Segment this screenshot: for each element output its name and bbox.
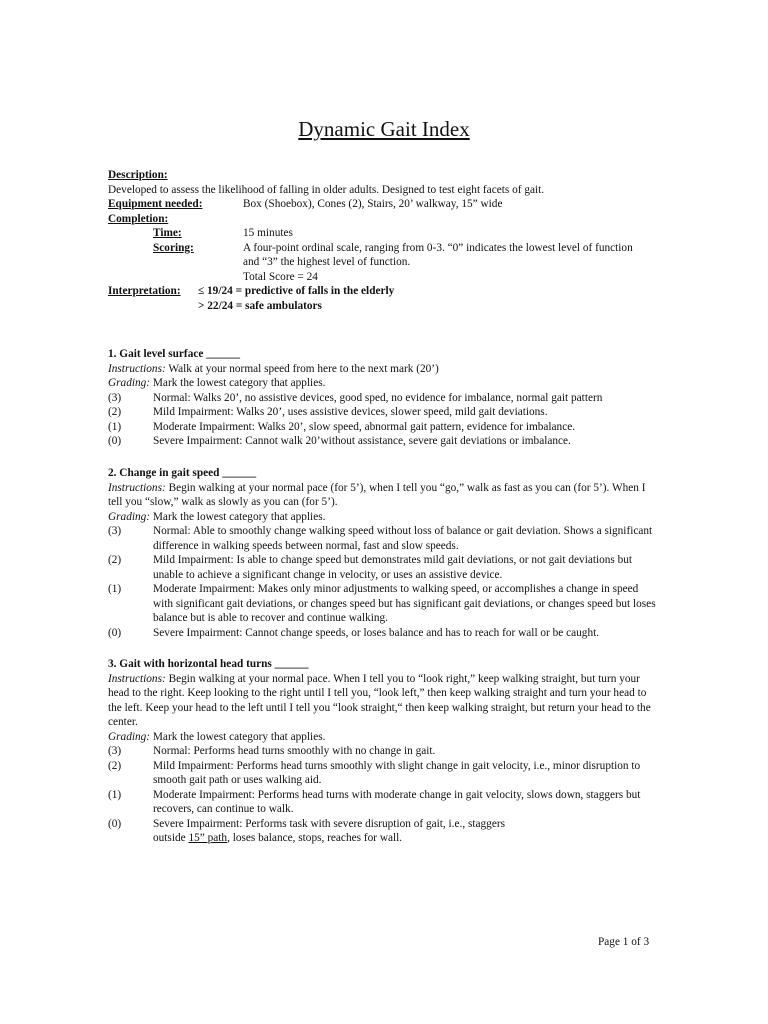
grade-item [108, 759, 656, 788]
path-width: 15” path [188, 832, 228, 844]
instructions-text: Begin walking at your normal pace. When I tell you to “look right,” keep walking straight, but turn your head to the right. Keep looking to the right until I tell you, “look left,” then keep walking straight and turn your head to the left. Keep your head to the left until I tell you “look straight,“ then keep walking straight, but return your head to the center. [108, 672, 651, 728]
section-title: 1. Gait level surface ______ [108, 348, 241, 360]
grade-number: (0) [108, 626, 122, 639]
grade-item [108, 582, 656, 626]
grade-text: Severe Impairment: Cannot change speeds, or loses balance and has to reach for wall or be caught. [153, 626, 600, 639]
grade-number: (0) [108, 817, 122, 830]
grade-text: Mild Impairment: Walks 20’, uses assistive devices, slower speed, mild gait deviations. [153, 406, 548, 418]
grade-text: Severe Impairment: Cannot walk 20’without assistance, severe gait deviations or imbalance. [153, 435, 571, 447]
grade-item [108, 420, 656, 435]
grade-text: Mild Impairment: Performs head turns smoothly with slight change in gait velocity, i.e., minor disruption to smooth gait path or uses walking aid. [153, 759, 641, 786]
grade-text: Normal: Performs head turns smoothly with no change in gait. [153, 745, 436, 757]
instructions-label: Instructions: [108, 362, 166, 375]
grade-item [108, 553, 656, 582]
instructions-text: Begin walking at your normal pace (for 5’), when I tell you “go,” walk as fast as you can (for 5’). When I tell you “slow,” walk as slowly as you can (for 5’). [108, 481, 646, 508]
interpretation-label: Interpretation: [108, 285, 181, 297]
grade-item [108, 817, 656, 846]
grading-label: Grading: [108, 377, 151, 389]
header-block [108, 168, 656, 313]
page-number: Page 1 of 3 [598, 936, 650, 948]
grading-text: Mark the lowest category that applies. [150, 377, 326, 389]
grade-item [108, 744, 656, 759]
grade-item [108, 524, 656, 553]
section-gait-level-surface [108, 347, 656, 449]
equipment-label: Equipment needed: [108, 198, 203, 210]
section-title: 3. Gait with horizontal head turns ______ [108, 658, 309, 670]
grade-number: (3) [108, 391, 122, 404]
grade-number: (1) [108, 420, 122, 433]
section-change-in-gait-speed [108, 466, 656, 640]
grade-number: (2) [108, 554, 122, 566]
equipment-text: Box (Shoebox), Cones (2), Stairs, 20’ walkway, 15” wide [243, 198, 503, 210]
grade-text: Mild Impairment: Is able to change speed but demonstrates mild gait deviations, or not gait deviations but unable to achieve a significant change in velocity, or uses an assistive device. [153, 554, 633, 581]
grade-number: (0) [108, 435, 122, 447]
grading-text: Mark the lowest category that applies. [150, 730, 326, 743]
instructions-label: Instructions: [108, 672, 166, 685]
grade-number: (3) [108, 525, 122, 537]
instructions-label: Instructions: [108, 481, 166, 494]
grade-number: (2) [108, 406, 122, 418]
section-horizontal-head-turns [108, 657, 656, 846]
grade-text: Moderate Impairment: Walks 20’, slow speed, abnormal gait pattern, evidence for imbalance. [153, 420, 576, 433]
grade-item [108, 434, 656, 449]
grade-item [108, 391, 656, 406]
description-label: Description: [108, 169, 168, 181]
section-title: 2. Change in gait speed ______ [108, 467, 257, 479]
grade-item [108, 626, 656, 641]
grade-text: Moderate Impairment: Performs head turns with moderate change in gait velocity, slows down, staggers but recovers, can continue to walk. [153, 788, 641, 815]
grade-text: Severe Impairment: Performs task with severe disruption of gait, i.e., staggers [153, 817, 505, 830]
page-title: Dynamic Gait Index [298, 117, 470, 141]
grade-text: Normal: Able to smoothly change walking speed without loss of balance or gait deviation. Shows a significant difference in walking speeds between normal, fast and slow speeds. [153, 525, 653, 552]
grade-number: (3) [108, 745, 122, 757]
grading-label: Grading: [108, 510, 151, 523]
grade-text: Moderate Impairment: Makes only minor adjustments to walking speed, or accomplishes a change in speed with significant gait deviations, or changes speed but has significant gait deviations, or changes speed but loses balance but is able to recover and continue walking. [153, 583, 656, 624]
grade-number: (1) [108, 583, 122, 595]
time-text: 15 minutes [243, 227, 293, 239]
grade-text: Normal: Walks 20’, no assistive devices, good sped, no evidence for imbalance, normal gait pattern [153, 391, 603, 404]
grade-text-continued: outside [153, 832, 189, 844]
grade-number: (2) [108, 759, 122, 772]
grading-text: Mark the lowest category that applies. [150, 510, 326, 523]
grade-item [108, 788, 656, 817]
interpretation-safe: > 22/24 = safe ambulators [198, 299, 322, 312]
grade-number: (1) [108, 788, 122, 801]
instructions-text: Walk at your normal speed from here to the next mark (20’) [165, 362, 439, 375]
interpretation-falls: ≤ 19/24 = predictive of falls in the elderly [198, 285, 395, 297]
scoring-text: A four-point ordinal scale, ranging from 0-3. “0” indicates the lowest level of function and “3” the highest level of function. [243, 241, 633, 268]
time-label: Time: [153, 227, 182, 239]
scoring-label: Scoring: [153, 241, 194, 254]
grade-item [108, 405, 656, 420]
completion-label: Completion: [108, 212, 169, 225]
grade-text-end: , loses balance, stops, reaches for wall. [227, 832, 403, 844]
grading-label: Grading: [108, 730, 151, 743]
total-score: Total Score = 24 [243, 270, 318, 283]
description-text: Developed to assess the likelihood of falling in older adults. Designed to test eight facets of gait. [108, 183, 545, 196]
